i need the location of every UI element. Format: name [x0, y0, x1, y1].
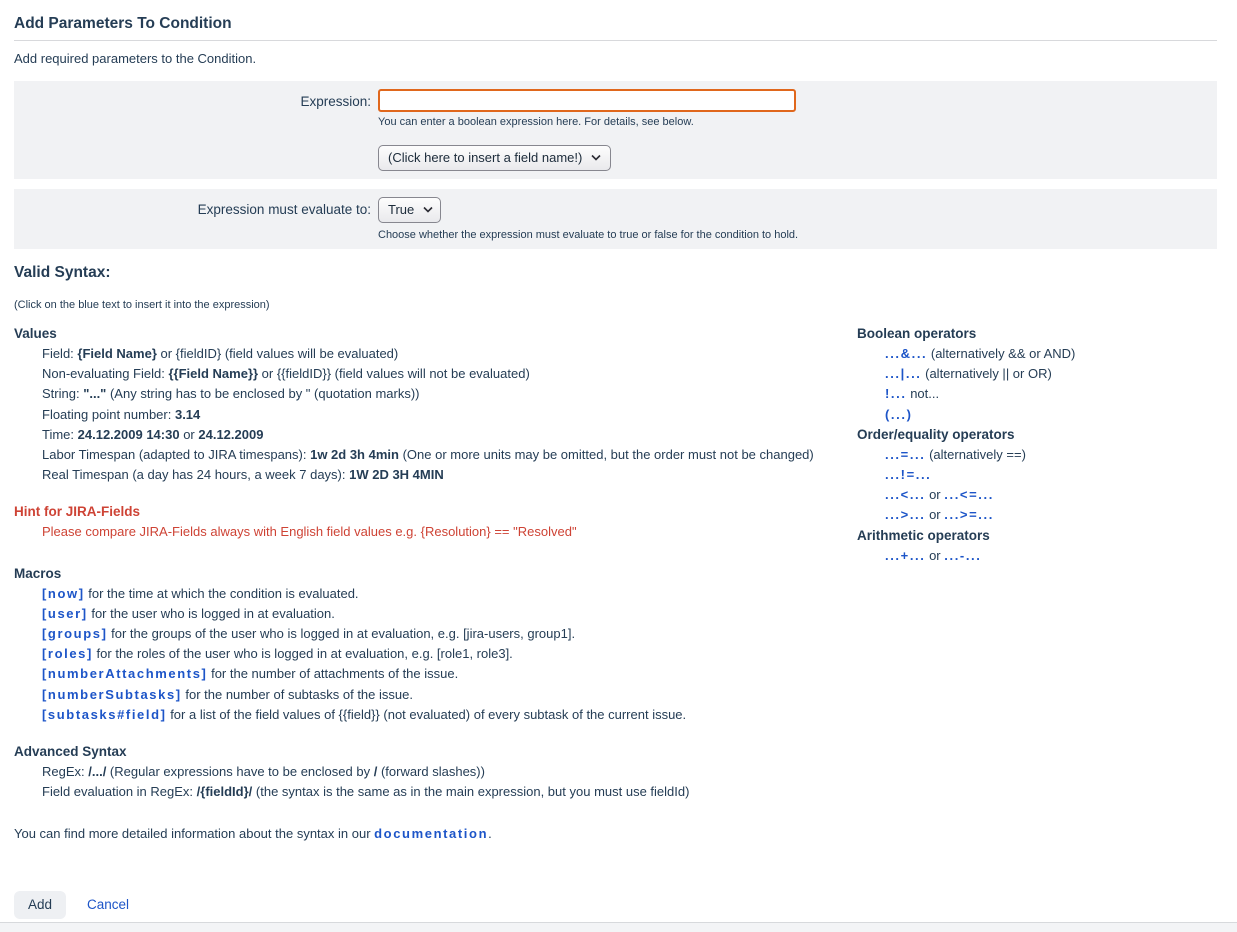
syntax-text: 1W 2D 3H 4MIN	[349, 467, 444, 483]
insertable-syntax-token[interactable]: [numberSubtasks]	[42, 686, 182, 702]
insertable-syntax-token[interactable]: [groups]	[42, 626, 108, 642]
syntax-line	[14, 762, 845, 782]
syntax-text: "..."	[83, 386, 107, 402]
syntax-line	[14, 705, 845, 725]
insertable-syntax-token[interactable]: ...|...	[885, 366, 922, 382]
syntax-line	[14, 782, 845, 802]
syntax-line	[14, 425, 845, 445]
syntax-line	[14, 685, 845, 705]
order-operators-lines	[857, 445, 1217, 526]
syntax-text: or {{fieldID}} (field values will not be evaluated)	[258, 366, 530, 382]
syntax-text: (Regular expressions have to be enclosed by	[106, 764, 374, 780]
insertable-syntax-token[interactable]: [numberAttachments]	[42, 666, 208, 682]
syntax-line	[14, 624, 845, 644]
syntax-line	[857, 445, 1217, 465]
insertable-syntax-token[interactable]: ...<=...	[944, 487, 994, 503]
syntax-text: (One or more units may be omitted, but the order must not be changed)	[398, 447, 814, 463]
chevron-down-icon	[591, 154, 601, 161]
valid-syntax-heading: Valid Syntax:	[14, 264, 111, 281]
syntax-line	[14, 364, 845, 384]
form-actions	[14, 891, 1217, 919]
syntax-text: /{fieldId}/	[196, 784, 253, 800]
insertable-syntax-token[interactable]: ...+...	[885, 547, 926, 563]
insertable-syntax-token[interactable]: !...	[885, 386, 907, 402]
insertable-syntax-token[interactable]: ...-...	[944, 547, 982, 563]
syntax-text: RegEx:	[42, 764, 89, 780]
insertable-syntax-token[interactable]: (...)	[885, 406, 913, 422]
syntax-line	[14, 384, 845, 404]
values-heading: Values	[14, 326, 57, 341]
insertable-syntax-token[interactable]: [user]	[42, 605, 88, 621]
macros-heading: Macros	[14, 565, 62, 581]
cancel-link[interactable]: Cancel	[87, 897, 130, 913]
syntax-columns	[14, 324, 1217, 802]
order-operators-section	[857, 425, 1217, 526]
evaluate-field-col	[378, 197, 1209, 241]
expression-help-text: You can enter a boolean expression here. For details, see below.	[378, 116, 694, 128]
syntax-text: /.../	[88, 764, 107, 780]
insertable-syntax-token[interactable]: documentation	[374, 826, 489, 842]
syntax-line	[14, 445, 845, 465]
advanced-syntax-heading: Advanced Syntax	[14, 744, 127, 760]
syntax-text: 3.14	[174, 406, 201, 422]
syntax-line	[857, 344, 1217, 364]
syntax-text: (the syntax is the same as in the main expression, but you must use fieldId)	[252, 784, 690, 800]
field-name-select[interactable]	[378, 145, 611, 171]
syntax-line	[14, 644, 845, 664]
syntax-text: for the time at which the condition is evaluated.	[84, 585, 359, 601]
page-title: Add Parameters To Condition	[14, 0, 1217, 41]
syntax-text: 24.12.2009 14:30	[77, 426, 180, 442]
chevron-down-icon	[423, 206, 433, 213]
arithmetic-operators-section	[857, 526, 1217, 566]
add-button[interactable]: Add	[14, 891, 66, 919]
syntax-line	[857, 364, 1217, 384]
syntax-text: {Field Name}	[77, 346, 157, 361]
hint-heading: Hint for JIRA-Fields	[14, 504, 141, 520]
order-operators-heading: Order/equality operators	[857, 426, 1015, 442]
syntax-line	[857, 465, 1217, 485]
syntax-right-column	[857, 324, 1217, 802]
boolean-operators-lines	[857, 344, 1217, 425]
syntax-left-column	[14, 324, 857, 802]
syntax-text: or	[925, 507, 945, 523]
syntax-text: Please compare JIRA-Fields always with English field values e.g. {Resolution} == "Resolved"	[42, 524, 577, 540]
syntax-text: 24.12.2009	[198, 426, 264, 442]
syntax-text: Real Timespan (a day has 24 hours, a week 7 days):	[42, 467, 350, 483]
insertable-syntax-token[interactable]: ...<...	[885, 487, 926, 503]
syntax-text: or	[179, 426, 199, 442]
syntax-line	[857, 485, 1217, 505]
syntax-line	[14, 824, 1217, 844]
insertable-syntax-token[interactable]: ...&...	[885, 346, 928, 361]
syntax-line	[14, 344, 845, 364]
syntax-line	[14, 465, 845, 485]
syntax-text: String:	[42, 386, 84, 402]
syntax-line	[857, 405, 1217, 425]
advanced-syntax-lines	[14, 762, 845, 802]
syntax-text: Field evaluation in RegEx:	[42, 784, 197, 800]
syntax-text: for the roles of the user who is logged in at evaluation, e.g. [role1, role3].	[92, 646, 513, 662]
expression-row	[22, 89, 1209, 171]
syntax-text: {{Field Name}}	[168, 366, 259, 382]
evaluate-row	[22, 197, 1209, 241]
syntax-text: Floating point number:	[42, 406, 175, 422]
insertable-syntax-token[interactable]: ...=...	[885, 446, 926, 462]
values-lines	[14, 344, 845, 485]
syntax-text: for the user who is logged in at evaluation.	[87, 605, 335, 621]
insertable-syntax-token[interactable]: ...!=...	[885, 467, 932, 483]
syntax-line	[857, 505, 1217, 525]
syntax-text: .	[488, 826, 492, 842]
syntax-note: (Click on the blue text to insert it into the expression)	[14, 299, 270, 311]
arithmetic-operators-heading: Arithmetic operators	[857, 527, 990, 543]
expression-label: Expression:	[300, 94, 371, 109]
syntax-line	[14, 522, 845, 542]
syntax-text: (forward slashes))	[377, 764, 485, 780]
syntax-text: for the number of subtasks of the issue.	[181, 686, 413, 702]
syntax-line	[857, 546, 1217, 566]
expression-form-section	[14, 81, 1217, 179]
insertable-syntax-token[interactable]: [now]	[42, 585, 85, 601]
insertable-syntax-token[interactable]: [roles]	[42, 646, 93, 662]
macros-section	[14, 564, 845, 725]
evaluate-help-text: Choose whether the expression must evaluate to true or false for the condition to hold.	[378, 229, 799, 241]
arithmetic-operators-lines	[857, 546, 1217, 566]
values-section	[14, 324, 845, 485]
syntax-text: for the number of attachments of the issue.	[207, 666, 459, 682]
syntax-text: (Any string has to be enclosed by " (quotation marks))	[106, 386, 420, 402]
evaluate-label: Expression must evaluate to:	[197, 202, 371, 217]
evaluate-select-value: True	[388, 202, 415, 217]
syntax-text: or {fieldID} (field values will be evaluated)	[156, 346, 399, 361]
syntax-text: Time:	[42, 426, 78, 442]
insertable-syntax-token[interactable]: ...>...	[885, 507, 926, 523]
hint-section	[14, 502, 845, 542]
syntax-text: 1w 2d 3h 4min	[310, 447, 399, 463]
footer-strip	[0, 922, 1237, 932]
hint-lines	[14, 522, 845, 542]
boolean-operators-heading: Boolean operators	[857, 326, 977, 341]
syntax-text: or	[925, 547, 945, 563]
advanced-syntax-section	[14, 742, 845, 802]
syntax-text: (alternatively && or AND)	[927, 346, 1076, 361]
syntax-text: (alternatively || or OR)	[921, 366, 1052, 382]
evaluate-select[interactable]	[378, 197, 441, 223]
syntax-line	[14, 405, 845, 425]
expression-field-col	[378, 89, 1209, 171]
syntax-text: for a list of the field values of {{field}} (not evaluated) of every subtask of the current issue.	[166, 706, 687, 722]
syntax-line	[857, 384, 1217, 404]
insertable-syntax-token[interactable]: [subtasks#field]	[42, 706, 167, 722]
syntax-text: for the groups of the user who is logged in at evaluation, e.g. [jira-users, group1].	[107, 626, 576, 642]
evaluate-form-section	[14, 189, 1217, 249]
syntax-text: not...	[906, 386, 940, 402]
syntax-text: /	[373, 764, 378, 780]
boolean-operators-section	[857, 324, 1217, 425]
syntax-line	[14, 604, 845, 624]
syntax-text: Non-evaluating Field:	[42, 366, 169, 382]
documentation-line	[14, 824, 1217, 844]
syntax-line	[14, 664, 845, 684]
syntax-text: or	[925, 487, 945, 503]
syntax-text: Labor Timespan (adapted to JIRA timespans):	[42, 447, 311, 463]
syntax-line	[14, 584, 845, 604]
page-subtitle: Add required parameters to the Condition.	[14, 51, 257, 66]
field-name-select-label: (Click here to insert a field name!)	[388, 150, 583, 165]
syntax-text: (alternatively ==)	[925, 446, 1026, 462]
macros-lines	[14, 584, 845, 725]
syntax-text: Field:	[42, 346, 78, 361]
insertable-syntax-token[interactable]: ...>=...	[944, 507, 994, 523]
field-select-row	[378, 145, 1209, 171]
syntax-text: You can find more detailed information about the syntax in our	[14, 826, 375, 842]
expression-input[interactable]	[378, 89, 796, 112]
